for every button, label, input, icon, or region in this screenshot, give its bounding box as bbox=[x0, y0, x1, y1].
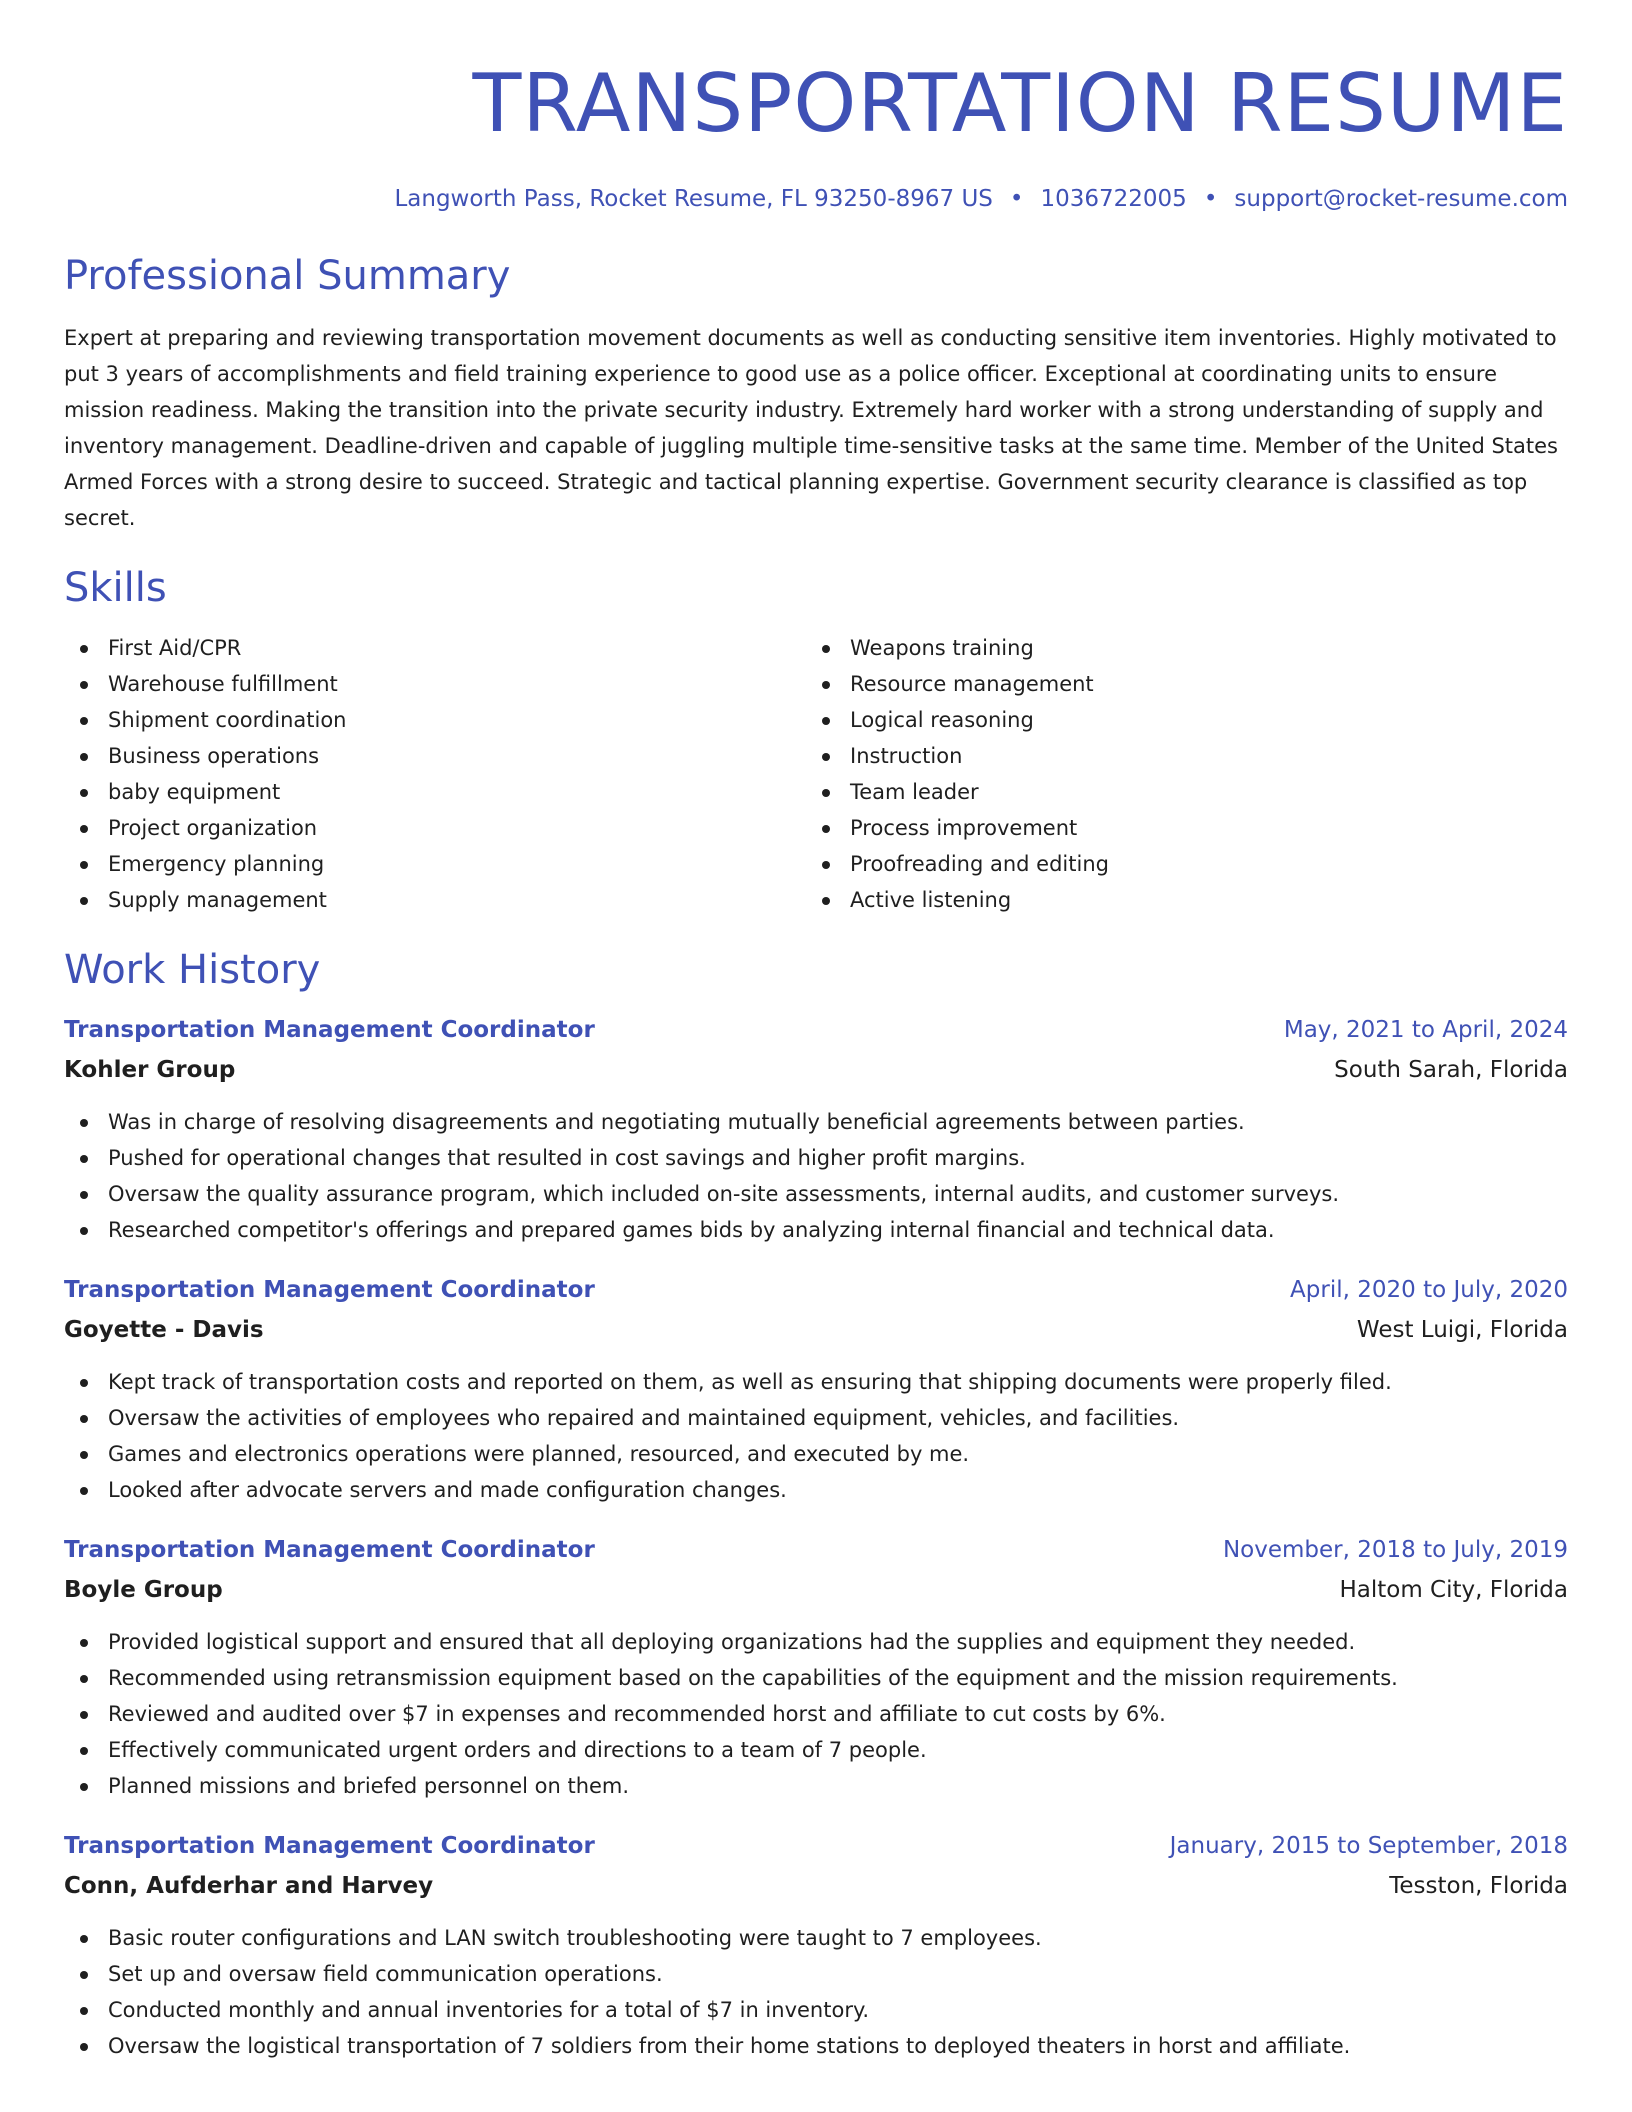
job-duty: Oversaw the logistical transportation of 7 soldiers from their home stations to deployed theaters in horst and affiliate. bbox=[64, 2028, 1568, 2064]
bullet-dot-icon bbox=[822, 717, 830, 725]
job-duty: Oversaw the quality assurance program, which included on-site assessments, internal audits, and customer surveys. bbox=[64, 1176, 1568, 1212]
job-header-row bbox=[64, 1532, 1568, 1568]
job-header-row bbox=[64, 1012, 1568, 1048]
skill-item: Instruction bbox=[806, 738, 1548, 774]
skill-item: Business operations bbox=[64, 738, 806, 774]
bullet-dot-icon bbox=[80, 1935, 88, 1943]
job-header-row bbox=[64, 1272, 1568, 1308]
job-company: Conn, Aufderhar and Harvey bbox=[64, 1873, 434, 1899]
bullet-dot-icon bbox=[80, 1675, 88, 1683]
bullet-dot-icon bbox=[80, 1379, 88, 1387]
bullet-dot-icon bbox=[822, 645, 830, 653]
resume-title: TRANSPORTATION RESUME bbox=[472, 57, 1568, 150]
job-entry bbox=[64, 1272, 1568, 1508]
bullet-dot-icon bbox=[80, 861, 88, 869]
job-dates: January, 2015 to September, 2018 bbox=[1169, 1833, 1568, 1859]
job-duty: Reviewed and audited over $7 in expenses and recommended horst and affiliate to cut costs by 6%. bbox=[64, 1696, 1568, 1732]
resume-page bbox=[64, 0, 1568, 2064]
job-duty: Kept track of transportation costs and reported on them, as well as ensuring that shipping documents were properly filed. bbox=[64, 1364, 1568, 1400]
bullet-dot-icon bbox=[80, 717, 88, 725]
bullet-dot-icon bbox=[80, 2043, 88, 2051]
job-title: Transportation Management Coordinator bbox=[64, 1833, 595, 1859]
contact-email[interactable]: support@rocket-resume.com bbox=[1234, 186, 1568, 212]
job-location: Tesston, Florida bbox=[1389, 1873, 1568, 1899]
skill-item: First Aid/CPR bbox=[64, 630, 806, 666]
skill-item: Weapons training bbox=[806, 630, 1548, 666]
job-location: Haltom City, Florida bbox=[1339, 1577, 1568, 1603]
contact-phone: 1036722005 bbox=[1040, 186, 1187, 212]
job-title: Transportation Management Coordinator bbox=[64, 1537, 595, 1563]
job-entry bbox=[64, 1828, 1568, 2064]
bullet-dot-icon bbox=[80, 753, 88, 761]
bullet-dot-icon bbox=[80, 897, 88, 905]
job-duty: Provided logistical support and ensured that all deploying organizations had the supplies and equipment they needed. bbox=[64, 1624, 1568, 1660]
contact-separator: • bbox=[1203, 186, 1218, 212]
bullet-dot-icon bbox=[80, 1155, 88, 1163]
bullet-dot-icon bbox=[80, 2007, 88, 2015]
job-title: Transportation Management Coordinator bbox=[64, 1277, 595, 1303]
bullet-dot-icon bbox=[80, 1747, 88, 1755]
job-duty: Planned missions and briefed personnel on them. bbox=[64, 1768, 1568, 1804]
job-duties-list bbox=[64, 1920, 1568, 2064]
summary-text: Expert at preparing and reviewing transportation movement documents as well as conducting sensitive item inventories. Highly motivated to put 3 years of accomplishments and field training experience to good use as a police officer. Exceptional at coordinating units to ensure mission readiness. Making the transition into the private security industry. Extremely hard worker with a strong understanding of supply and inventory management. Deadline-driven and capable of juggling multiple time-sensitive tasks at the same time. Member of the United States Armed Forces with a strong desire to succeed. Strategic and tactical planning expertise. Government security clearance is classified as top secret. bbox=[64, 326, 1558, 530]
bullet-dot-icon bbox=[822, 681, 830, 689]
job-company-row bbox=[64, 1308, 1568, 1348]
bullet-dot-icon bbox=[822, 825, 830, 833]
skill-item: Warehouse fulfillment bbox=[64, 666, 806, 702]
bullet-dot-icon bbox=[822, 861, 830, 869]
skills-heading: Skills bbox=[64, 565, 167, 611]
job-duty: Basic router configurations and LAN switch troubleshooting were taught to 7 employees. bbox=[64, 1920, 1568, 1956]
skill-item: Emergency planning bbox=[64, 846, 806, 882]
contact-line bbox=[64, 184, 1568, 214]
bullet-dot-icon bbox=[80, 1451, 88, 1459]
skill-item: Project organization bbox=[64, 810, 806, 846]
job-duties-list bbox=[64, 1364, 1568, 1508]
skill-item: Proofreading and editing bbox=[806, 846, 1548, 882]
job-duty: Looked after advocate servers and made configuration changes. bbox=[64, 1472, 1568, 1508]
job-duty: Oversaw the activities of employees who repaired and maintained equipment, vehicles, and facilities. bbox=[64, 1400, 1568, 1436]
bullet-dot-icon bbox=[80, 1639, 88, 1647]
bullet-dot-icon bbox=[80, 1191, 88, 1199]
job-entry bbox=[64, 1012, 1568, 1248]
bullet-dot-icon bbox=[80, 681, 88, 689]
job-company-row bbox=[64, 1048, 1568, 1088]
job-company-row bbox=[64, 1568, 1568, 1608]
bullet-dot-icon bbox=[80, 825, 88, 833]
job-company: Boyle Group bbox=[64, 1577, 223, 1603]
job-duty: Conducted monthly and annual inventories for a total of $7 in inventory. bbox=[64, 1992, 1568, 2028]
skill-item: Shipment coordination bbox=[64, 702, 806, 738]
bullet-dot-icon bbox=[822, 789, 830, 797]
bullet-dot-icon bbox=[80, 1711, 88, 1719]
job-dates: November, 2018 to July, 2019 bbox=[1222, 1537, 1568, 1563]
job-dates: May, 2021 to April, 2024 bbox=[1283, 1017, 1568, 1043]
summary-heading: Professional Summary bbox=[64, 253, 511, 299]
job-company: Goyette - Davis bbox=[64, 1317, 264, 1343]
job-duty: Set up and oversaw field communication operations. bbox=[64, 1956, 1568, 1992]
job-duty: Was in charge of resolving disagreements and negotiating mutually beneficial agreements between parties. bbox=[64, 1104, 1568, 1140]
skill-item: baby equipment bbox=[64, 774, 806, 810]
job-duty: Researched competitor's offerings and prepared games bids by analyzing internal financial and technical data. bbox=[64, 1212, 1568, 1248]
skill-item: Process improvement bbox=[806, 810, 1548, 846]
skill-item: Team leader bbox=[806, 774, 1548, 810]
job-location: West Luigi, Florida bbox=[1356, 1317, 1568, 1343]
bullet-dot-icon bbox=[80, 645, 88, 653]
job-company-row bbox=[64, 1864, 1568, 1904]
bullet-dot-icon bbox=[80, 1783, 88, 1791]
bullet-dot-icon bbox=[80, 1227, 88, 1235]
bullet-dot-icon bbox=[80, 789, 88, 797]
bullet-dot-icon bbox=[80, 1119, 88, 1127]
job-company: Kohler Group bbox=[64, 1057, 236, 1083]
skill-item: Active listening bbox=[806, 882, 1548, 918]
job-duty: Effectively communicated urgent orders and directions to a team of 7 people. bbox=[64, 1732, 1568, 1768]
skill-item: Supply management bbox=[64, 882, 806, 918]
job-duty: Games and electronics operations were planned, resourced, and executed by me. bbox=[64, 1436, 1568, 1472]
job-duty: Pushed for operational changes that resulted in cost savings and higher profit margins. bbox=[64, 1140, 1568, 1176]
contact-address: Langworth Pass, Rocket Resume, FL 93250-8967 US bbox=[394, 186, 993, 212]
skills-column-left bbox=[64, 630, 806, 918]
bullet-dot-icon bbox=[80, 1415, 88, 1423]
job-duties-list bbox=[64, 1104, 1568, 1248]
job-entry bbox=[64, 1532, 1568, 1804]
skills-grid bbox=[64, 630, 1568, 918]
bullet-dot-icon bbox=[80, 1971, 88, 1979]
job-dates: April, 2020 to July, 2020 bbox=[1290, 1277, 1568, 1303]
job-header-row bbox=[64, 1828, 1568, 1864]
bullet-dot-icon bbox=[822, 753, 830, 761]
skill-item: Logical reasoning bbox=[806, 702, 1548, 738]
job-duty: Recommended using retransmission equipment based on the capabilities of the equipment and the mission requirements. bbox=[64, 1660, 1568, 1696]
skills-column-right bbox=[806, 630, 1548, 918]
skill-item: Resource management bbox=[806, 666, 1548, 702]
job-title: Transportation Management Coordinator bbox=[64, 1017, 595, 1043]
contact-separator: • bbox=[1009, 186, 1024, 212]
job-duties-list bbox=[64, 1624, 1568, 1804]
bullet-dot-icon bbox=[80, 1487, 88, 1495]
bullet-dot-icon bbox=[822, 897, 830, 905]
job-location: South Sarah, Florida bbox=[1334, 1057, 1568, 1083]
work-history-heading: Work History bbox=[64, 947, 321, 993]
